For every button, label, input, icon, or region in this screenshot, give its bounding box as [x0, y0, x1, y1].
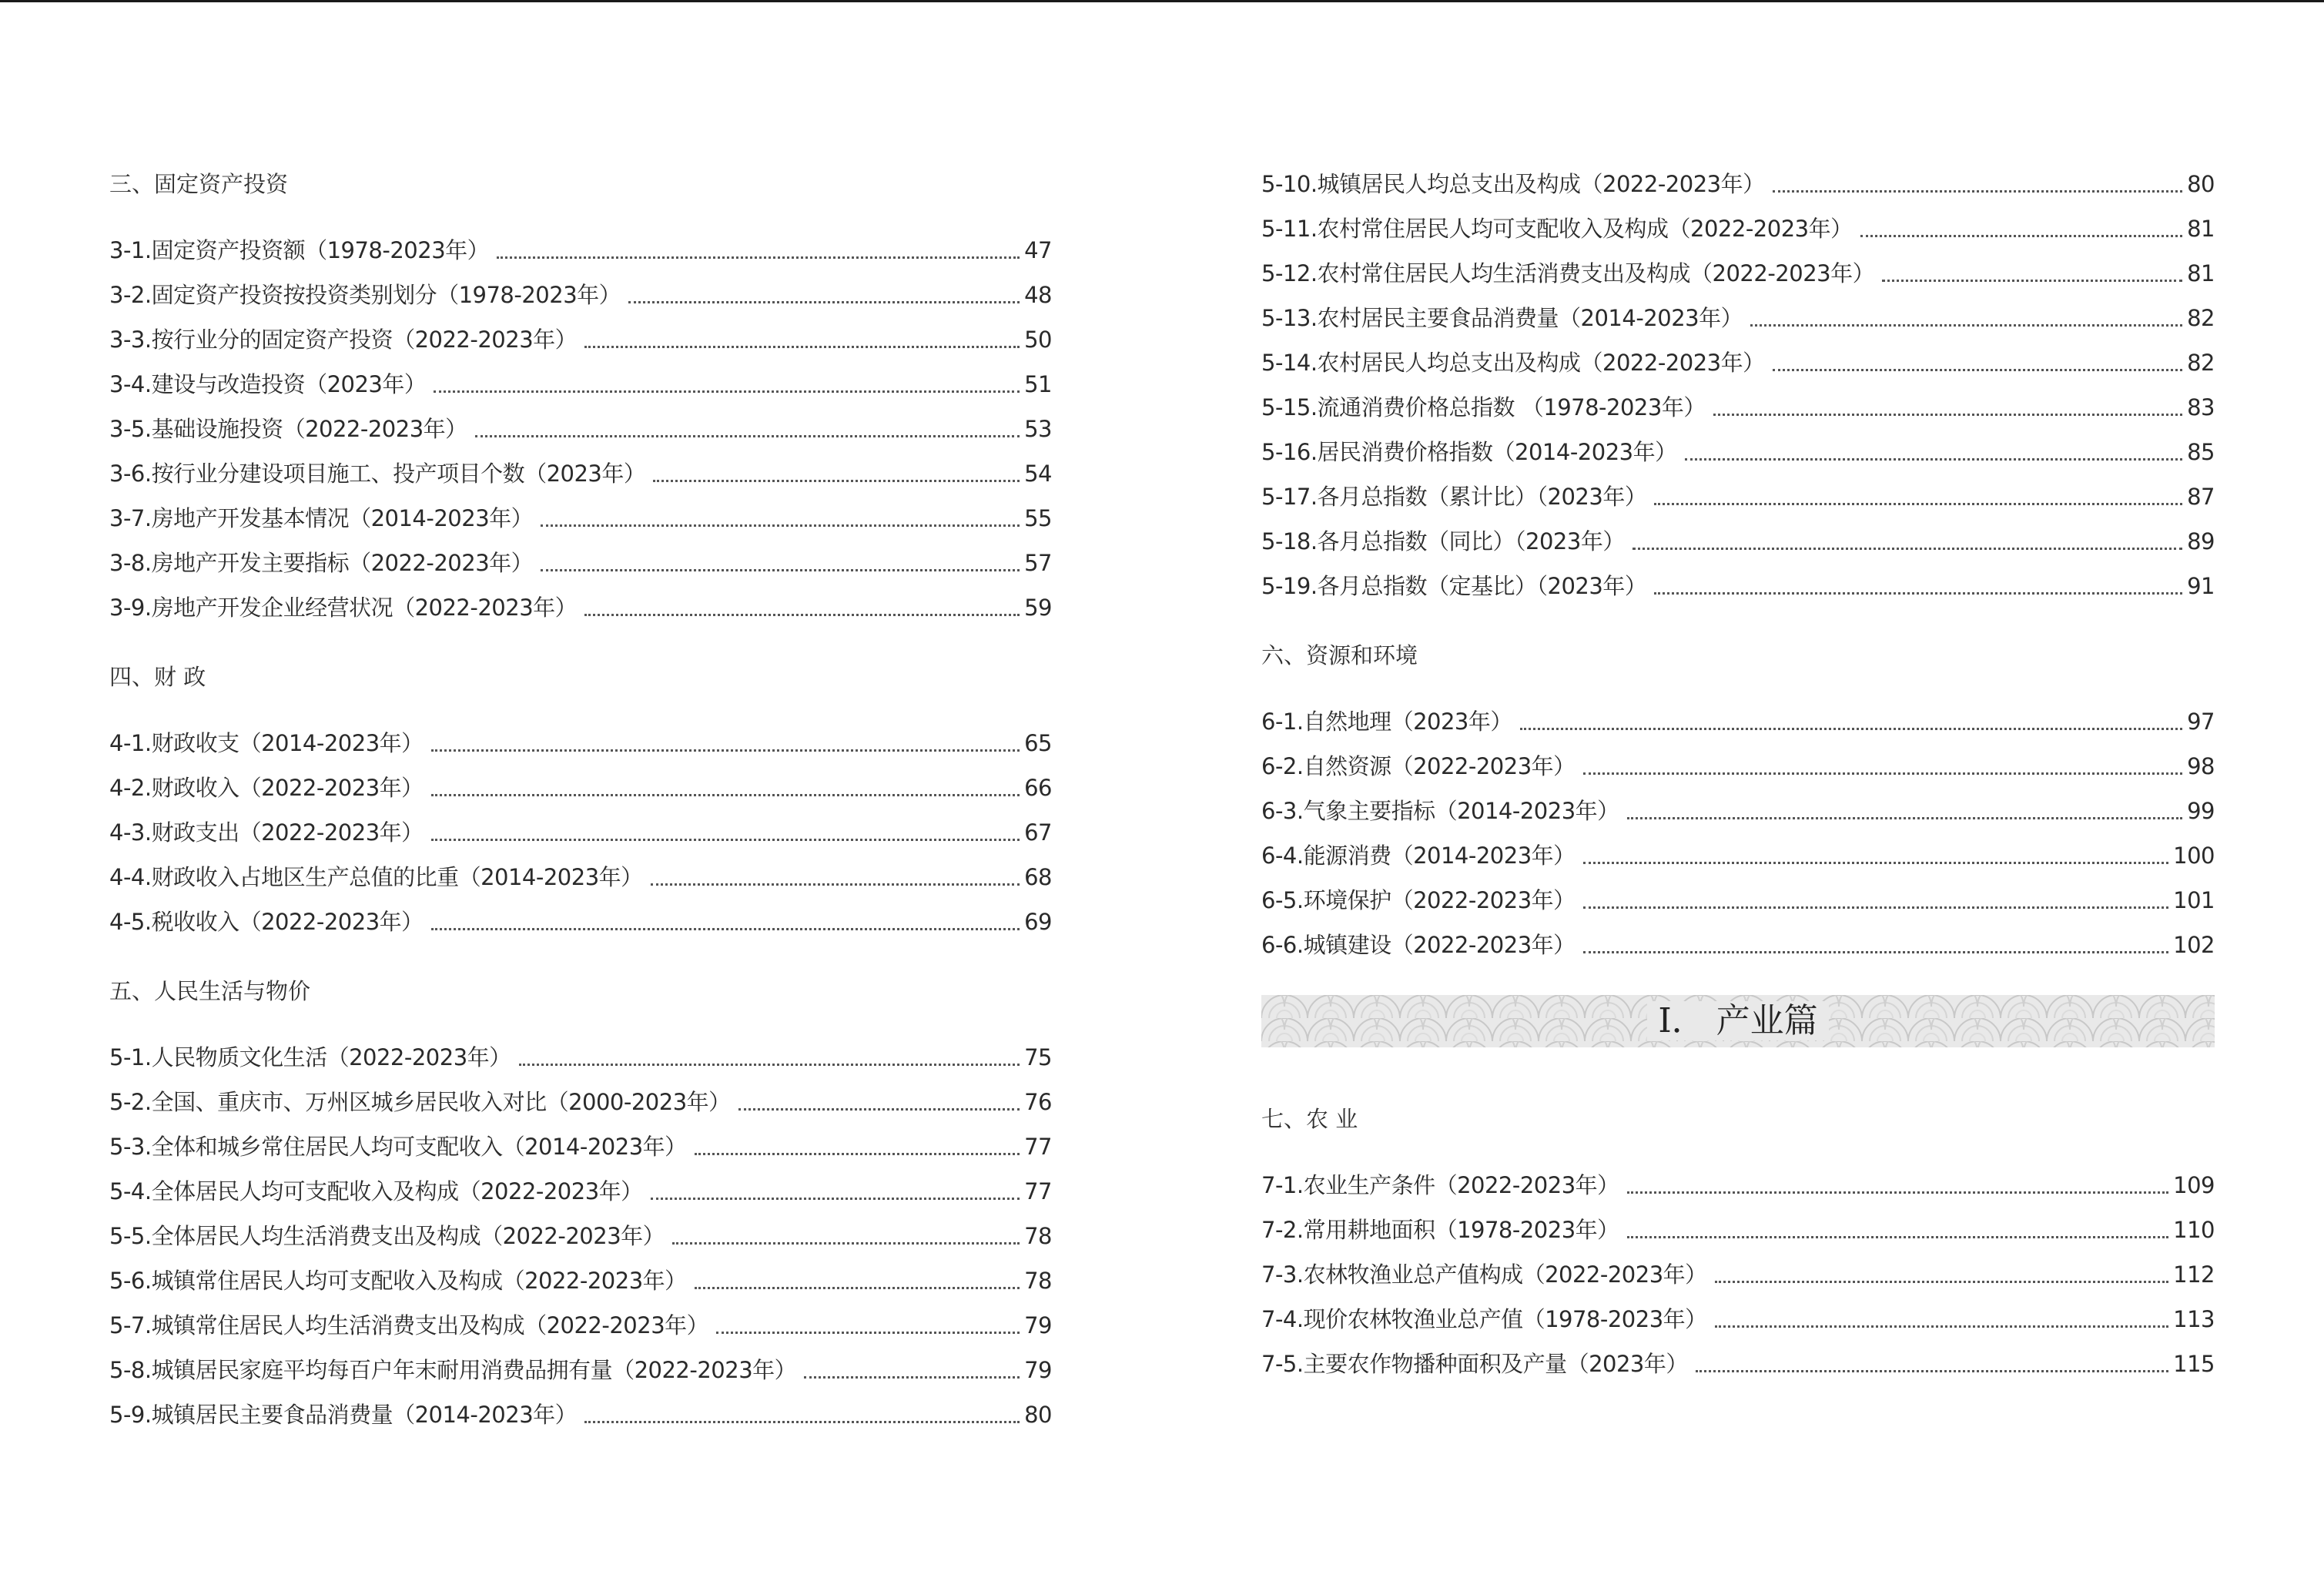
toc-entry[interactable]	[109, 1169, 1052, 1214]
toc-entry[interactable]	[1261, 251, 2215, 296]
toc-entry[interactable]	[109, 721, 1052, 766]
dot-leader	[497, 255, 1020, 259]
toc-entry-page: 79	[1024, 1312, 1052, 1338]
toc-entry[interactable]	[1261, 340, 2215, 385]
toc-entry-page: 66	[1024, 775, 1052, 801]
dot-leader	[431, 926, 1020, 930]
toc-entry-page: 65	[1024, 730, 1052, 756]
toc-entry-page: 47	[1024, 237, 1052, 263]
toc-entry[interactable]	[109, 228, 1052, 273]
toc-entry-page: 80	[1024, 1402, 1052, 1428]
toc-entry[interactable]	[109, 1392, 1052, 1437]
toc-entry-label: 3-1.固定资产投资额（1978-2023年）	[109, 237, 490, 263]
left-toc-column	[109, 162, 1052, 1437]
toc-entry-label: 3-7.房地产开发基本情况（2014-2023年）	[109, 505, 534, 531]
toc-entry[interactable]	[109, 1303, 1052, 1348]
part-banner-title: Ⅰ． 产业篇	[1647, 1001, 1828, 1040]
toc-entry-label: 5-19.各月总指数（定基比）（2023年）	[1261, 573, 1647, 599]
toc-entry-label: 5-3.全体和城乡常住居民人均可支配收入（2014-2023年）	[109, 1134, 687, 1160]
toc-entry[interactable]	[1261, 878, 2215, 923]
dot-leader	[1860, 233, 2182, 237]
toc-entry-page: 81	[2187, 260, 2215, 286]
toc-entry-label: 7-2.常用耕地面积（1978-2023年）	[1261, 1217, 1619, 1243]
dot-leader	[1773, 367, 2182, 371]
toc-entry-page: 102	[2173, 932, 2215, 958]
toc-entry-label: 5-9.城镇居民主要食品消费量（2014-2023年）	[109, 1402, 578, 1428]
toc-entry-label: 6-1.自然地理（2023年）	[1261, 709, 1512, 735]
toc-entry[interactable]	[109, 900, 1052, 944]
toc-entry-label: 7-3.农林牧渔业总产值构成（2022-2023年）	[1261, 1261, 1707, 1288]
dot-leader	[584, 344, 1020, 348]
dot-leader	[1882, 278, 2182, 282]
dot-leader	[1627, 1190, 2168, 1194]
toc-entry[interactable]	[109, 1348, 1052, 1392]
toc-entry-label: 5-16.居民消费价格指数（2014-2023年）	[1261, 439, 1677, 465]
dot-leader	[1654, 501, 2182, 505]
toc-entry-page: 98	[2187, 753, 2215, 779]
dot-leader	[584, 1419, 1020, 1423]
toc-entry-page: 57	[1024, 550, 1052, 576]
top-border	[0, 0, 2324, 2]
dot-leader	[738, 1107, 1020, 1111]
toc-entry-label: 6-2.自然资源（2022-2023年）	[1261, 753, 1576, 779]
toc-entry-label: 3-3.按行业分的固定资产投资（2022-2023年）	[109, 327, 578, 353]
section-heading: 三、固定资产投资	[109, 171, 289, 197]
dot-leader	[431, 748, 1020, 752]
toc-entry[interactable]	[1261, 744, 2215, 789]
toc-entry-label: 3-8.房地产开发主要指标（2022-2023年）	[109, 550, 534, 576]
toc-entry[interactable]	[109, 273, 1052, 317]
dot-leader	[1520, 726, 2182, 730]
toc-entry-label: 5-12.农村常住居民人均生活消费支出及构成（2022-2023年）	[1261, 260, 1875, 286]
toc-entry[interactable]	[1261, 519, 2215, 564]
toc-entry-label: 5-17.各月总指数（累计比）（2023年）	[1261, 484, 1647, 510]
dot-leader	[672, 1241, 1020, 1245]
dot-leader	[431, 792, 1020, 796]
toc-entry-label: 4-2.财政收入（2022-2023年）	[109, 775, 424, 801]
toc-entry[interactable]	[109, 317, 1052, 362]
part-banner	[1261, 995, 2215, 1047]
toc-entry-page: 101	[2173, 887, 2215, 913]
toc-entry[interactable]	[1261, 206, 2215, 251]
right-toc-column	[1261, 162, 2215, 1386]
toc-entry[interactable]	[109, 810, 1052, 855]
toc-entry-page: 79	[1024, 1357, 1052, 1383]
toc-entry-label: 5-8.城镇居民家庭平均每百户年末耐用消费品拥有量（2022-2023年）	[109, 1357, 797, 1383]
toc-entry-label: 5-15.流通消费价格总指数 （1978-2023年）	[1261, 394, 1706, 420]
toc-entry-page: 87	[2187, 484, 2215, 510]
toc-entry[interactable]	[109, 362, 1052, 407]
toc-entry-page: 78	[1024, 1268, 1052, 1294]
toc-entry-page: 115	[2173, 1351, 2215, 1377]
toc-entry[interactable]	[109, 407, 1052, 451]
section-heading: 四、财 政	[109, 664, 206, 690]
toc-entry[interactable]	[1261, 789, 2215, 833]
toc-entry-label: 3-5.基础设施投资（2022-2023年）	[109, 416, 467, 442]
dot-leader	[541, 523, 1020, 527]
toc-entry-page: 99	[2187, 798, 2215, 824]
toc-entry[interactable]	[1261, 474, 2215, 519]
toc-entry-page: 82	[2187, 305, 2215, 331]
toc-entry-page: 78	[1024, 1223, 1052, 1249]
toc-entry[interactable]	[1261, 833, 2215, 878]
section-heading: 五、人民生活与物价	[109, 978, 311, 1004]
toc-entry-page: 48	[1024, 282, 1052, 308]
toc-entry-label: 3-9.房地产开发企业经营状况（2022-2023年）	[109, 595, 578, 621]
toc-entry[interactable]	[1261, 564, 2215, 608]
toc-entry[interactable]	[109, 1035, 1052, 1080]
toc-entry-page: 109	[2173, 1172, 2215, 1198]
toc-entry-label: 6-5.环境保护（2022-2023年）	[1261, 887, 1576, 913]
toc-entry-page: 112	[2173, 1261, 2215, 1288]
dot-leader	[1713, 412, 2182, 416]
toc-entry-label: 5-13.农村居民主要食品消费量（2014-2023年）	[1261, 305, 1743, 331]
dot-leader	[431, 837, 1020, 841]
toc-entry-label: 5-14.农村居民人均总支出及构成（2022-2023年）	[1261, 350, 1765, 376]
toc-entry-page: 50	[1024, 327, 1052, 353]
toc-entry-page: 100	[2173, 843, 2215, 869]
dot-leader	[628, 300, 1020, 303]
toc-entry[interactable]	[109, 1214, 1052, 1258]
dot-leader	[716, 1330, 1020, 1334]
toc-entry-page: 53	[1024, 416, 1052, 442]
toc-entry-label: 5-18.各月总指数（同比）（2023年）	[1261, 528, 1625, 554]
toc-entry-page: 91	[2187, 573, 2215, 599]
toc-entry[interactable]	[109, 1258, 1052, 1303]
toc-entry[interactable]	[109, 1080, 1052, 1124]
toc-entry-page: 77	[1024, 1178, 1052, 1204]
dot-leader	[584, 612, 1020, 616]
section-5-continued-list	[1261, 162, 2215, 608]
toc-entry-label: 5-11.农村常住居民人均可支配收入及构成（2022-2023年）	[1261, 216, 1853, 242]
dot-leader	[1627, 816, 2182, 819]
toc-entry[interactable]	[1261, 385, 2215, 430]
toc-entry[interactable]	[1261, 430, 2215, 474]
dot-leader	[651, 1196, 1020, 1200]
toc-entry-label: 7-5.主要农作物播种面积及产量（2023年）	[1261, 1351, 1688, 1377]
toc-entry-page: 55	[1024, 505, 1052, 531]
section-heading: 六、资源和环境	[1261, 642, 1418, 668]
dot-leader	[434, 389, 1020, 393]
toc-entry[interactable]	[1261, 1252, 2215, 1297]
toc-entry-page: 59	[1024, 595, 1052, 621]
dot-leader	[1627, 1235, 2168, 1238]
toc-entry-label: 5-4.全体居民人均可支配收入及构成（2022-2023年）	[109, 1178, 643, 1204]
dot-leader	[519, 1062, 1020, 1066]
toc-entry-page: 113	[2173, 1306, 2215, 1332]
toc-entry[interactable]	[1261, 1297, 2215, 1342]
toc-entry[interactable]	[109, 541, 1052, 585]
toc-entry-label: 7-4.现价农林牧渔业总产值（1978-2023年）	[1261, 1306, 1707, 1332]
dot-leader	[1583, 860, 2168, 864]
dot-leader	[651, 882, 1020, 886]
toc-entry-label: 3-4.建设与改造投资（2023年）	[109, 371, 427, 397]
toc-entry[interactable]	[109, 496, 1052, 541]
dot-leader	[1632, 546, 2182, 550]
dot-leader	[1654, 591, 2182, 595]
dot-leader	[1685, 457, 2182, 461]
toc-entry[interactable]	[1261, 1163, 2215, 1208]
dot-leader	[695, 1285, 1020, 1289]
toc-entry[interactable]	[109, 855, 1052, 900]
toc-entry-page: 75	[1024, 1044, 1052, 1070]
toc-entry-label: 3-6.按行业分建设项目施工、投产项目个数（2023年）	[109, 461, 646, 487]
toc-entry-label: 7-1.农业生产条件（2022-2023年）	[1261, 1172, 1619, 1198]
toc-entry-label: 6-4.能源消费（2014-2023年）	[1261, 843, 1576, 869]
toc-entry[interactable]	[109, 585, 1052, 630]
toc-entry[interactable]	[1261, 1208, 2215, 1252]
dot-leader	[1583, 905, 2168, 909]
dot-leader	[475, 434, 1020, 437]
toc-entry-label: 5-7.城镇常住居民人均生活消费支出及构成（2022-2023年）	[109, 1312, 709, 1338]
section-6-list	[1261, 699, 2215, 967]
toc-entry[interactable]	[109, 451, 1052, 496]
toc-entry-page: 69	[1024, 909, 1052, 935]
toc-entry-label: 4-1.财政收支（2014-2023年）	[109, 730, 424, 756]
toc-entry-page: 54	[1024, 461, 1052, 487]
dot-leader	[695, 1151, 1020, 1155]
toc-entry-page: 51	[1024, 371, 1052, 397]
section-4-list	[109, 721, 1052, 944]
dot-leader	[1715, 1279, 2168, 1283]
toc-entry-label: 6-6.城镇建设（2022-2023年）	[1261, 932, 1576, 958]
toc-entry-label: 4-3.财政支出（2022-2023年）	[109, 819, 424, 846]
dot-leader	[1773, 189, 2182, 193]
toc-entry-page: 67	[1024, 819, 1052, 846]
toc-entry[interactable]	[1261, 162, 2215, 206]
toc-entry-page: 82	[2187, 350, 2215, 376]
toc-entry-page: 80	[2187, 171, 2215, 197]
dot-leader	[1696, 1369, 2168, 1372]
dot-leader	[653, 478, 1020, 482]
dot-leader	[1583, 771, 2182, 775]
toc-entry-page: 97	[2187, 709, 2215, 735]
toc-entry[interactable]	[109, 766, 1052, 810]
toc-entry[interactable]	[1261, 296, 2215, 340]
toc-entry-label: 6-3.气象主要指标（2014-2023年）	[1261, 798, 1619, 824]
toc-entry-label: 5-10.城镇居民人均总支出及构成（2022-2023年）	[1261, 171, 1765, 197]
toc-entry-label: 4-5.税收收入（2022-2023年）	[109, 909, 424, 935]
toc-entry-page: 77	[1024, 1134, 1052, 1160]
toc-entry[interactable]	[1261, 923, 2215, 967]
toc-entry-page: 85	[2187, 439, 2215, 465]
section-5-list	[109, 1035, 1052, 1437]
toc-entry-label: 3-2.固定资产投资按投资类别划分（1978-2023年）	[109, 282, 621, 308]
toc-entry-page: 76	[1024, 1089, 1052, 1115]
toc-entry-page: 81	[2187, 216, 2215, 242]
toc-entry-label: 5-1.人民物质文化生活（2022-2023年）	[109, 1044, 511, 1070]
dot-leader	[541, 568, 1020, 571]
toc-entry-label: 5-5.全体居民人均生活消费支出及构成（2022-2023年）	[109, 1223, 665, 1249]
dot-leader	[1583, 950, 2168, 953]
toc-entry-page: 68	[1024, 864, 1052, 890]
section-7-list	[1261, 1163, 2215, 1386]
dot-leader	[1750, 323, 2182, 327]
toc-entry[interactable]	[109, 1124, 1052, 1169]
dot-leader	[804, 1375, 1020, 1379]
toc-entry-page: 83	[2187, 394, 2215, 420]
toc-entry-label: 5-2.全国、重庆市、万州区城乡居民收入对比（2000-2023年）	[109, 1089, 731, 1115]
toc-entry-page: 89	[2187, 528, 2215, 554]
toc-entry-page: 110	[2173, 1217, 2215, 1243]
section-3-list	[109, 228, 1052, 630]
toc-entry-label: 4-4.财政收入占地区生产总值的比重（2014-2023年）	[109, 864, 643, 890]
dot-leader	[1715, 1324, 2168, 1328]
toc-entry[interactable]	[1261, 699, 2215, 744]
toc-entry-label: 5-6.城镇常住居民人均可支配收入及构成（2022-2023年）	[109, 1268, 687, 1294]
section-heading: 七、农 业	[1261, 1106, 1358, 1132]
toc-entry[interactable]	[1261, 1342, 2215, 1386]
